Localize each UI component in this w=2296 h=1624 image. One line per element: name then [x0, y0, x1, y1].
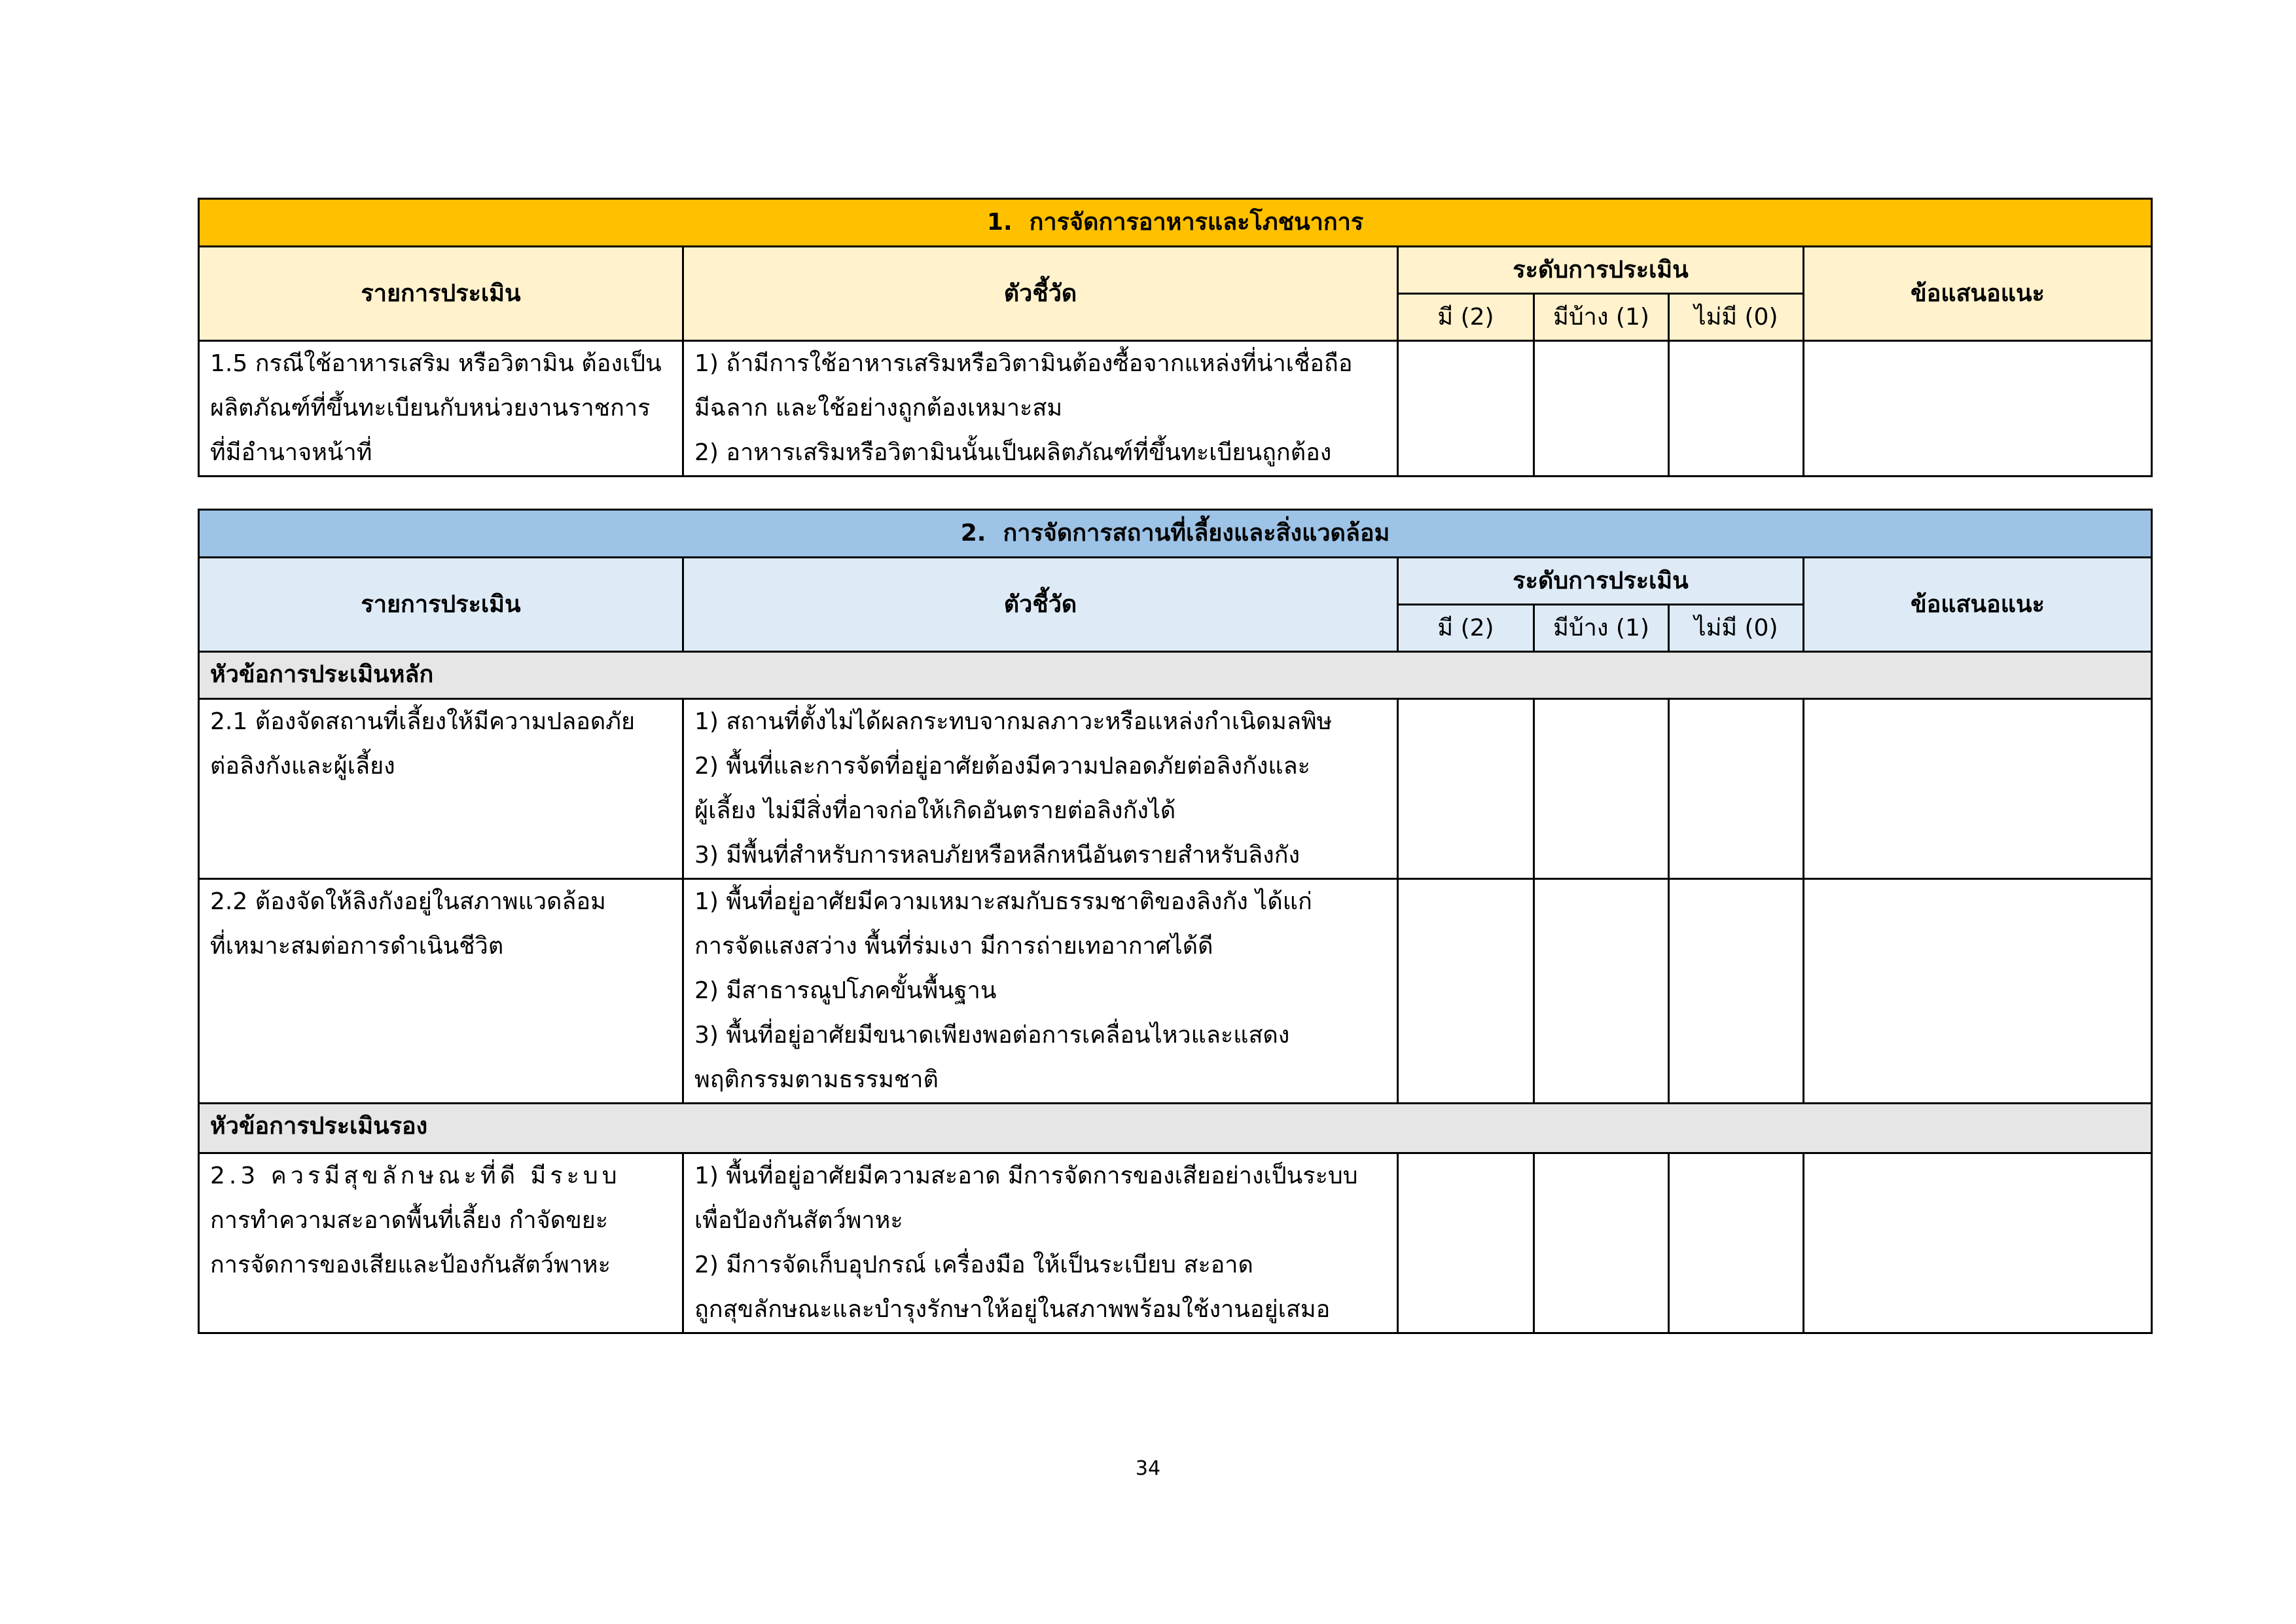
- suggestion-cell[interactable]: [1804, 1153, 2152, 1333]
- table-1-title-number: 1.: [986, 209, 1013, 236]
- item-line: การทำความสะอาดพื้นที่เลี้ยง กำจัดขยะ: [210, 1207, 609, 1234]
- indicator-line: เพื่อป้องกันสัตว์พาหะ: [694, 1207, 903, 1234]
- score-no-cell[interactable]: [1669, 341, 1804, 477]
- header-level-partial: มีบ้าง (1): [1534, 605, 1669, 652]
- indicator-line: 2) พื้นที่และการจัดที่อยู่อาศัยต้องมีความปลอดภัยต่อลิงกังและ: [694, 753, 1311, 780]
- indicator-line: 1) พื้นที่อยู่อาศัยมีความสะอาด มีการจัดการของเสียอย่างเป็นระบบ: [694, 1163, 1358, 1189]
- assessment-table-2: [198, 509, 2153, 1334]
- score-no-cell[interactable]: [1669, 879, 1804, 1104]
- indicator-line: 1) ถ้ามีการใช้อาหารเสริมหรือวิตามินต้องซื้อจากแหล่งที่น่าเชื่อถือ: [694, 350, 1353, 377]
- header-indicator: ตัวชี้วัด: [683, 558, 1398, 652]
- score-yes-cell[interactable]: [1398, 1153, 1534, 1333]
- table-2-title-text: การจัดการสถานที่เลี้ยงและสิ่งแวดล้อม: [1003, 520, 1390, 547]
- indicator-cell: [683, 1153, 1398, 1333]
- indicator-line: 2) มีการจัดเก็บอุปกรณ์ เครื่องมือ ให้เป็นระเบียบ สะอาด: [694, 1252, 1253, 1278]
- item-line: ที่มีอำนาจหน้าที่: [210, 439, 372, 466]
- section-main-heading: หัวข้อการประเมินหลัก: [199, 652, 2152, 699]
- indicator-cell: [683, 341, 1398, 477]
- score-partial-cell[interactable]: [1534, 879, 1669, 1104]
- assessment-item-cell: [199, 341, 683, 477]
- indicator-cell: [683, 879, 1398, 1104]
- score-yes-cell[interactable]: [1398, 699, 1534, 879]
- table-1-title-text: การจัดการอาหารและโภชนาการ: [1029, 209, 1364, 236]
- table-2-title-number: 2.: [960, 520, 986, 547]
- header-level-no: ไม่มี (0): [1669, 605, 1804, 652]
- indicator-line: 1) สถานที่ตั้งไม่ได้ผลกระทบจากมลภาวะหรือแหล่งกำเนิดมลพิษ: [694, 708, 1333, 735]
- assessment-item-cell: [199, 1153, 683, 1333]
- header-indicator: ตัวชี้วัด: [683, 247, 1398, 341]
- header-level-yes: มี (2): [1398, 294, 1534, 341]
- header-level-partial: มีบ้าง (1): [1534, 294, 1669, 341]
- assessment-item-cell: [199, 699, 683, 879]
- score-yes-cell[interactable]: [1398, 341, 1534, 477]
- table-1-title: [199, 199, 2152, 247]
- indicator-line: 2) มีสาธารณูปโภคขั้นพื้นฐาน: [694, 977, 997, 1004]
- suggestion-cell[interactable]: [1804, 341, 2152, 477]
- score-yes-cell[interactable]: [1398, 879, 1534, 1104]
- assessment-item-cell: [199, 879, 683, 1104]
- header-assessment-level: ระดับการประเมิน: [1398, 558, 1804, 605]
- header-assessment-level: ระดับการประเมิน: [1398, 247, 1804, 294]
- score-no-cell[interactable]: [1669, 699, 1804, 879]
- table-2-title: [199, 510, 2152, 558]
- indicator-line: พฤติกรรมตามธรรมชาติ: [694, 1066, 939, 1093]
- page-number: 34: [1135, 1457, 1161, 1480]
- suggestion-cell[interactable]: [1804, 879, 2152, 1104]
- table-row: [199, 879, 2152, 1104]
- item-line: การจัดการของเสียและป้องกันสัตว์พาหะ: [210, 1252, 611, 1278]
- section-secondary-heading: หัวข้อการประเมินรอง: [199, 1104, 2152, 1153]
- indicator-line: 3) พื้นที่อยู่อาศัยมีขนาดเพียงพอต่อการเคลื่อนไหวและแสดง: [694, 1022, 1290, 1049]
- item-line: 2.3 ควรมีสุขลักษณะที่ดี มีระบบ: [210, 1163, 621, 1189]
- header-level-yes: มี (2): [1398, 605, 1534, 652]
- item-line: ที่เหมาะสมต่อการดำเนินชีวิต: [210, 933, 504, 960]
- header-level-no: ไม่มี (0): [1669, 294, 1804, 341]
- indicator-line: มีฉลาก และใช้อย่างถูกต้องเหมาะสม: [694, 395, 1063, 422]
- indicator-line: 1) พื้นที่อยู่อาศัยมีความเหมาะสมกับธรรมชาติของลิงกัง ได้แก่: [694, 888, 1312, 915]
- indicator-line: การจัดแสงสว่าง พื้นที่ร่มเงา มีการถ่ายเทอากาศได้ดี: [694, 933, 1213, 960]
- indicator-line: 3) มีพื้นที่สำหรับการหลบภัยหรือหลีกหนีอันตรายสำหรับลิงกัง: [694, 842, 1300, 869]
- header-assessment-item: รายการประเมิน: [199, 558, 683, 652]
- item-line: 2.1 ต้องจัดสถานที่เลี้ยงให้มีความปลอดภัย: [210, 708, 636, 735]
- header-assessment-item: รายการประเมิน: [199, 247, 683, 341]
- table-row: [199, 699, 2152, 879]
- score-no-cell[interactable]: [1669, 1153, 1804, 1333]
- assessment-table-1: [198, 198, 2153, 477]
- indicator-line: 2) อาหารเสริมหรือวิตามินนั้นเป็นผลิตภัณฑ์ที่ขึ้นทะเบียนถูกต้อง: [694, 439, 1332, 466]
- table-row: [199, 341, 2152, 477]
- score-partial-cell[interactable]: [1534, 699, 1669, 879]
- item-line: 1.5 กรณีใช้อาหารเสริม หรือวิตามิน ต้องเป็น: [210, 350, 662, 377]
- header-suggestion: ข้อแสนอแนะ: [1804, 558, 2152, 652]
- table-row: [199, 1153, 2152, 1333]
- header-suggestion: ข้อแสนอแนะ: [1804, 247, 2152, 341]
- item-line: ต่อลิงกังและผู้เลี้ยง: [210, 753, 395, 780]
- score-partial-cell[interactable]: [1534, 1153, 1669, 1333]
- item-line: 2.2 ต้องจัดให้ลิงกังอยู่ในสภาพแวดล้อม: [210, 888, 606, 915]
- suggestion-cell[interactable]: [1804, 699, 2152, 879]
- item-line: ผลิตภัณฑ์ที่ขึ้นทะเบียนกับหน่วยงานราชการ: [210, 395, 651, 422]
- score-partial-cell[interactable]: [1534, 341, 1669, 477]
- indicator-line: ถูกสุขลักษณะและบำรุงรักษาให้อยู่ในสภาพพร้อมใช้งานอยู่เสมอ: [694, 1296, 1331, 1323]
- indicator-line: ผู้เลี้ยง ไม่มีสิ่งที่อาจก่อให้เกิดอันตรายต่อลิงกังได้: [694, 797, 1176, 824]
- indicator-cell: [683, 699, 1398, 879]
